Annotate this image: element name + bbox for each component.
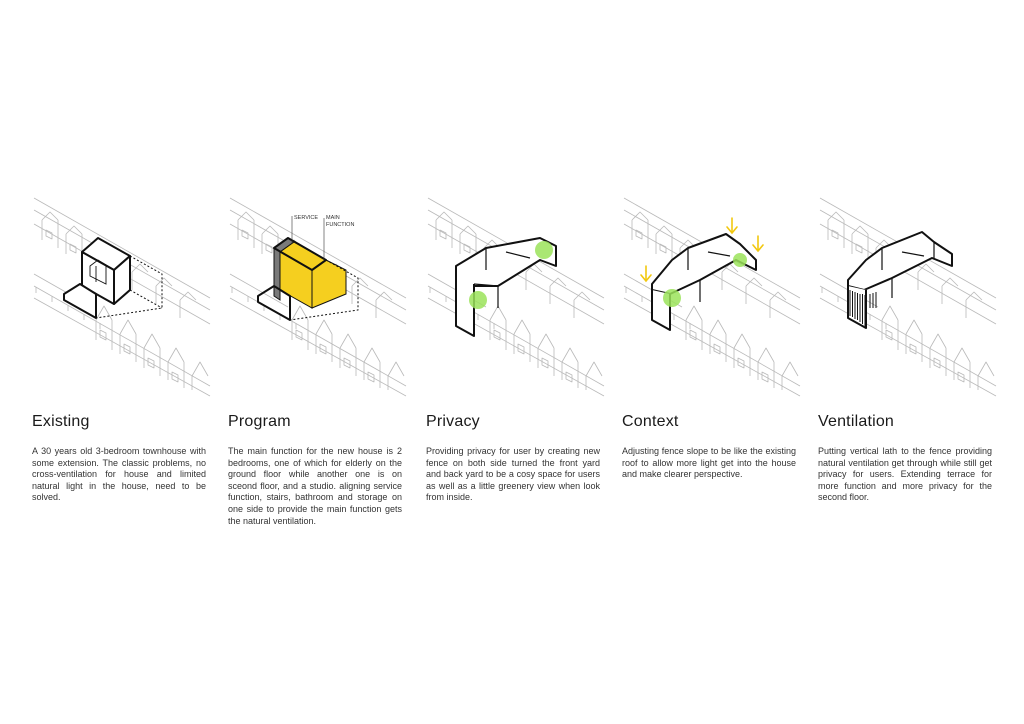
diagram-existing — [32, 190, 212, 395]
greenery-back — [535, 241, 553, 259]
label-service: SERVICE — [294, 215, 319, 221]
panel-existing — [32, 190, 207, 503]
diagram-ventilation — [818, 190, 998, 395]
panel-title: Context — [622, 413, 679, 430]
panel-description: The main function for the new house is 2 bedrooms, one of which for elderly on the ground floor while another one is on sceond floor, and a studio. aligning service function, stairs, bathroom and storage on one side to provide the main function gets the natural ventilation. — [228, 446, 402, 526]
panel-ventilation — [818, 190, 993, 503]
diagram-context — [622, 190, 802, 395]
panel-title: Privacy — [426, 413, 480, 430]
greenery-front — [663, 289, 681, 307]
diagram-program — [228, 190, 408, 395]
label-main-line1: MAIN — [326, 215, 340, 221]
panel-title: Existing — [32, 413, 90, 430]
panel-description: A 30 years old 3-bedroom townhouse with some extension. The classic problems, no cross-ventilation for house and limited natural light in the house, need to be solved. — [32, 446, 206, 503]
panel-description: Providing privacy for user by creating new fence on both side turned the front yard and back yard to be a cosy space for users as well as a little greenery view when look from inside. — [426, 446, 600, 503]
panel-description: Adjusting fence slope to be like the existing roof to allow more light get into the house and make clearer perspective. — [622, 446, 796, 480]
greenery-front — [469, 291, 487, 309]
panel-title: Ventilation — [818, 413, 895, 430]
panel-description: Putting vertical lath to the fence providing natural ventilation get through while still get privacy for users. Extending terrace for more function and more privacy for the second floor. — [818, 446, 992, 503]
greenery-back — [733, 253, 747, 267]
panel-context — [622, 190, 797, 480]
diagram-privacy — [426, 190, 606, 395]
panel-title: Program — [228, 413, 291, 430]
panel-program — [228, 190, 403, 526]
panel-privacy — [426, 190, 601, 503]
label-main-line2: FUNCTION — [326, 222, 355, 228]
